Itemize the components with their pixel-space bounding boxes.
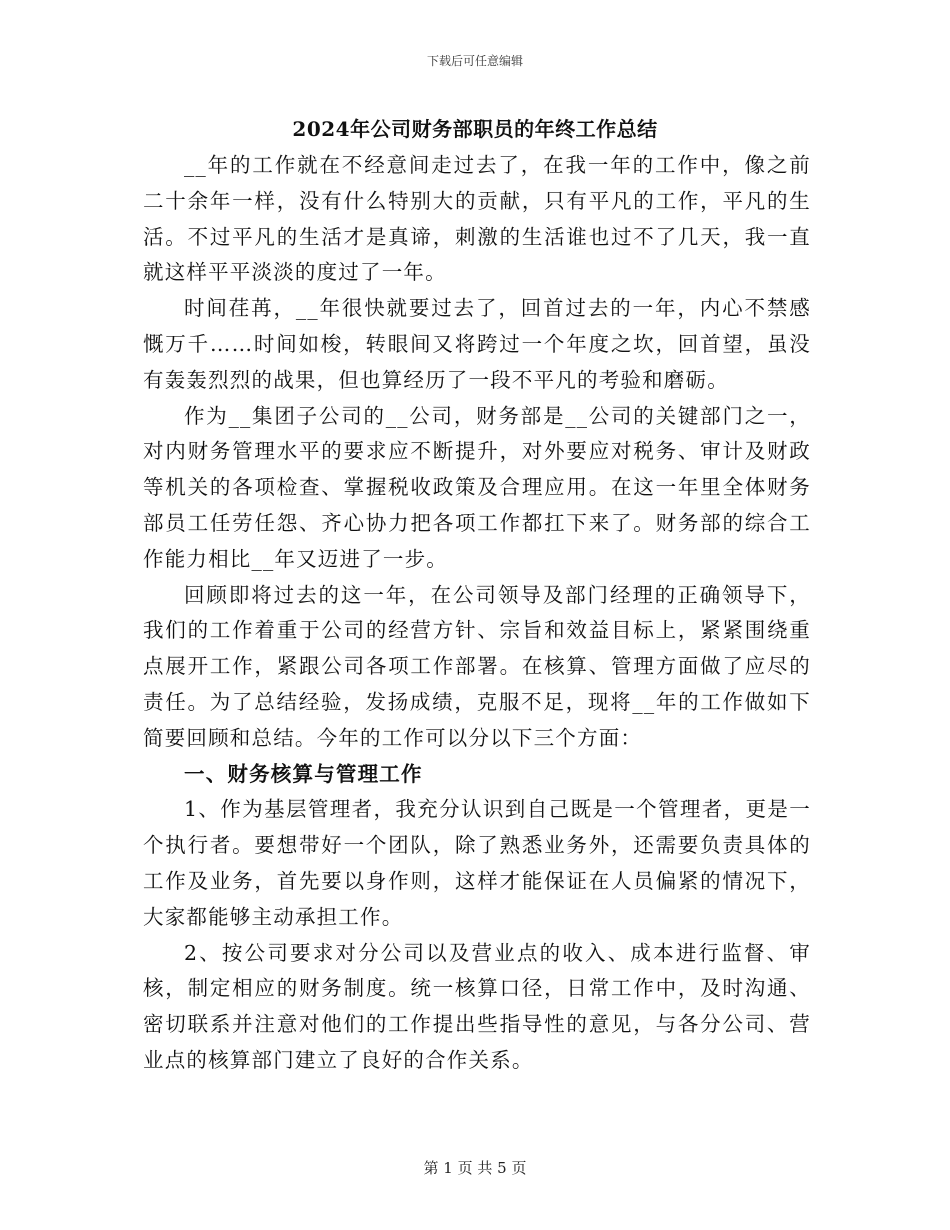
paragraph: 作为__集团子公司的__公司，财务部是__公司的关键部门之一，对内财务管理水平的要求应不断提升，对外要应对税务、审计及财政等机关的各项检查、掌握税收政策及合理应用。在这一年里全体财务部员工任劳任怨、齐心协力把各项工作都扛下来了。财务部的综合工作能力相比__年又迈进了一步。 [143, 403, 811, 571]
document-title: 2024年公司财务部职员的年终工作总结 [292, 117, 658, 141]
paragraph: 时间荏苒，__年很快就要过去了，回首过去的一年，内心不禁感慨万千……时间如梭，转眼间又将跨过一个年度之坎，回首望，虽没有轰轰烈烈的战果，但也算经历了一段不平凡的考验和磨砺。 [143, 296, 811, 392]
list-item: 1、作为基层管理者，我充分认识到自己既是一个管理者，更是一个执行者。要想带好一个团队，除了熟悉业务外，还需要负责具体的工作及业务，首先要以身作则，这样才能保证在人员偏紧的情况下，大家都能够主动承担工作。 [143, 797, 811, 929]
paragraph: __年的工作就在不经意间走过去了，在我一年的工作中，像之前二十余年一样，没有什么特别大的贡献，只有平凡的工作，平凡的生活。不过平凡的生活才是真谛，刺激的生活谁也过不了几天，我一直就这样平平淡淡的度过了一年。 [143, 153, 811, 285]
header-note: 下载后可任意编辑 [426, 54, 523, 68]
page-footer: 第 1 页 共 5 页 [423, 1159, 527, 1177]
document-body [143, 148, 811, 1079]
paragraph: 回顾即将过去的这一年，在公司领导及部门经理的正确领导下，我们的工作着重于公司的经营方针、宗旨和效益目标上，紧紧围绕重点展开工作，紧跟公司各项工作部署。在核算、管理方面做了应尽的责任。为了总结经验，发扬成绩，克服不足，现将__年的工作做如下简要回顾和总结。今年的工作可以分以下三个方面： [143, 582, 811, 750]
list-item: 2、按公司要求对分公司以及营业点的收入、成本进行监督、审核，制定相应的财务制度。统一核算口径，日常工作中，及时沟通、密切联系并注意对他们的工作提出些指导性的意见，与各分公司、营业点的核算部门建立了良好的合作关系。 [143, 940, 811, 1072]
section-heading: 一、财务核算与管理工作 [184, 761, 423, 786]
